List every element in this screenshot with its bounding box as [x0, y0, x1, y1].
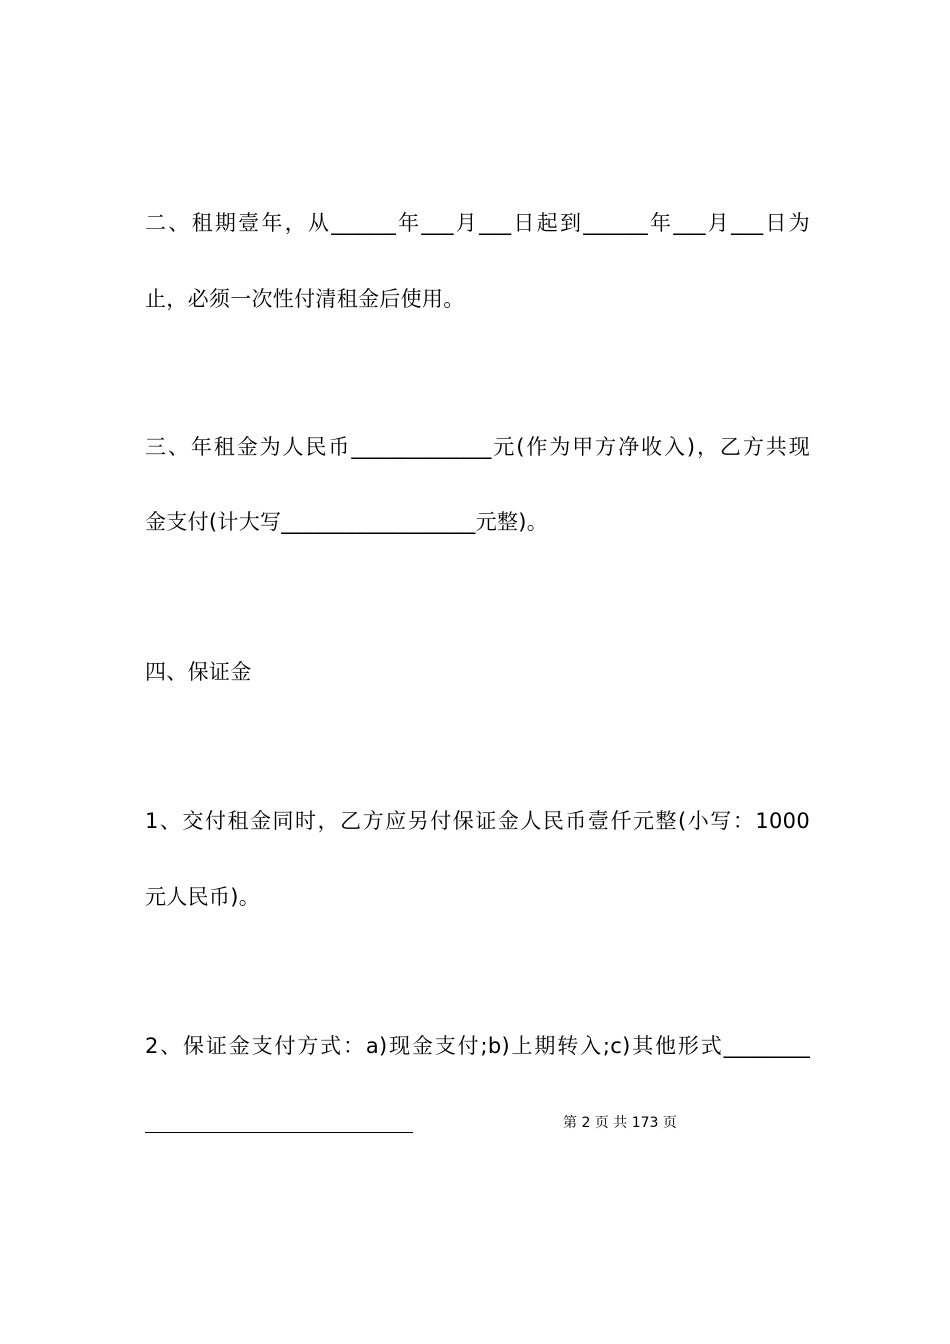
- page-footer: [145, 1113, 810, 1135]
- section3-line1: 三、年租金为人民币_____________元(作为甲方净收入)，乙方共现: [145, 435, 810, 459]
- section2-line1: 二、租期壹年，从______年___月___日起到______年___月___日为: [145, 211, 810, 235]
- page-number: 第 2 页 共 173 页: [563, 1115, 677, 1131]
- section3-line2: 金支付(计大写__________________元整)。: [145, 510, 549, 534]
- item1-line1: 1、交付租金同时，乙方应另付保证金人民币壹仟元整(小写：1000: [145, 809, 810, 833]
- section4-heading: 四、保证金: [145, 660, 252, 684]
- item2-line1: 2、保证金支付方式：a)现金支付;b)上期转入;c)其他形式________: [145, 1034, 810, 1058]
- section2-line2: 止，必须一次性付清租金后使用。: [145, 287, 465, 311]
- item1-line2: 元人民币)。: [145, 885, 260, 909]
- blank-underline: [145, 1132, 413, 1133]
